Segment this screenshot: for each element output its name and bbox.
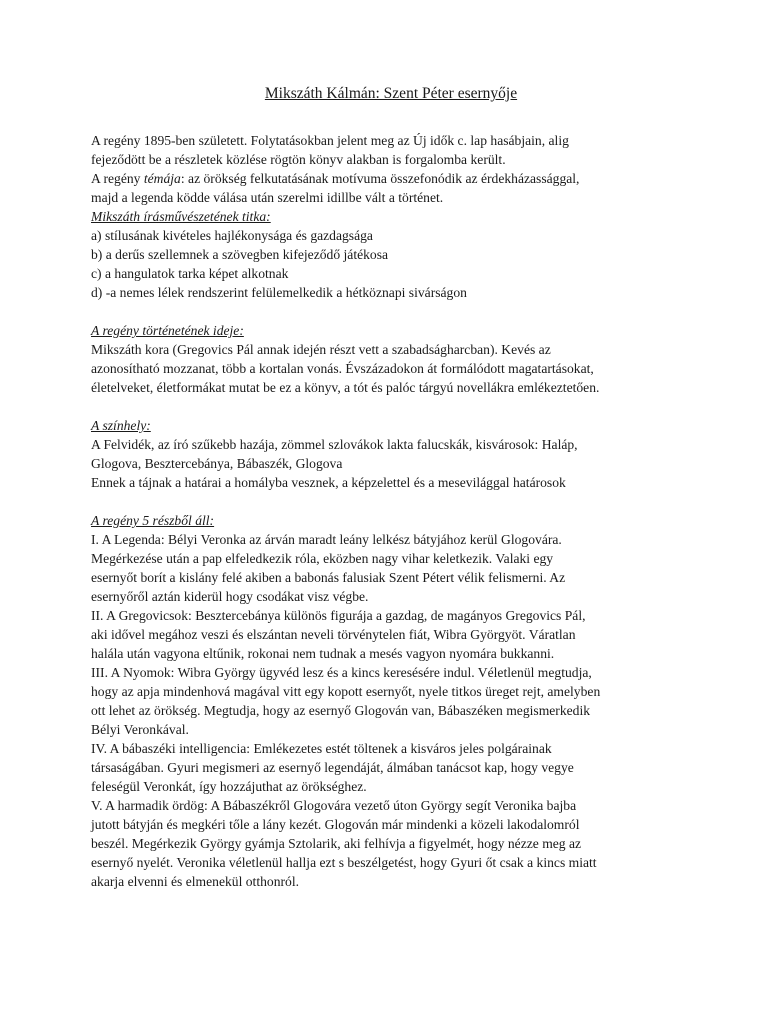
parts-line: beszél. Megérkezik György gyámja Sztolarik, aki felhívja a figyelmét, hogy nézze meg az xyxy=(91,836,582,851)
parts-line: aki idővel megához veszi és elszántan neveli törvénytelen fiát, Wibra Györgyöt. Váratlan xyxy=(91,627,576,642)
place-heading: A színhely: xyxy=(91,418,151,433)
document-title: Mikszáth Kálmán: Szent Péter esernyője xyxy=(264,85,518,102)
place-section xyxy=(91,416,691,492)
parts-line: társaságában. Gyuri megismeri az esernyő legendáját, álmában tanácsot kap, hogy vegye xyxy=(91,760,574,775)
art-item: d) -a nemes lélek rendszerint felülemelkedik a hétköznapi sivárságon xyxy=(91,285,467,300)
parts-line: Megérkezése után a pap elfeledkezik róla, eközben nagy vihar keletkezik. Valaki egy xyxy=(91,551,554,566)
parts-line: jutott bátyján és megkéri tőle a lány kezét. Glogován már mindenki a közeli lakodalomról xyxy=(91,817,580,832)
intro-line: fejeződött be a részletek közlése rögtön könyv alakban is forgalomba került. xyxy=(91,152,506,167)
section-gap xyxy=(91,492,691,511)
parts-line: I. A Legenda: Bélyi Veronka az árván maradt leány lelkész bátyjához kerül Glogovára. xyxy=(91,532,562,547)
parts-line: Bélyi Veronkával. xyxy=(91,722,189,737)
parts-heading: A regény 5 részből áll: xyxy=(91,513,215,528)
parts-line: esernyő nyelét. Veronika véletlenül hallja ezt s beszélgetést, hogy Gyuri őt csak a kincs miatt xyxy=(91,855,597,870)
time-line: azonosítható mozzanat, több a kortalan vonás. Évszázadokon át formálódott magatartásokat, xyxy=(91,361,594,376)
intro-theme-prefix: A regény xyxy=(91,171,144,186)
art-section xyxy=(91,207,691,302)
parts-line: II. A Gregovicsok: Besztercebánya különös figurája a gazdag, de magányos Gregovics Pál, xyxy=(91,608,586,623)
art-item: c) a hangulatok tarka képet alkotnak xyxy=(91,266,289,281)
intro-line: majd a legenda ködde válása után szerelmi idillbe vált a történet. xyxy=(91,190,444,205)
parts-line: IV. A bábaszéki intelligencia: Emlékezetes estét töltenek a kisváros jeles polgárainak xyxy=(91,741,552,756)
parts-line: V. A harmadik ördög: A Bábaszékről Glogovára vezető úton György segít Veronika bajba xyxy=(91,798,577,813)
time-section xyxy=(91,321,691,397)
place-line: A Felvidék, az író szűkebb hazája, zömmel szlovákok lakta falucskák, kisvárosok: Haláp, xyxy=(91,437,578,452)
intro-line-theme xyxy=(91,169,691,188)
parts-line: akarja elvenni és elmenekül otthonról. xyxy=(91,874,299,889)
parts-line: halála után vagyona eltűnik, rokonai nem tudnak a mesés vagyon nyomára bukkanni. xyxy=(91,646,555,661)
art-heading: Mikszáth írásművészetének titka: xyxy=(91,209,271,224)
place-line: Ennek a tájnak a határai a homályba vesznek, a képzelettel és a mesevilággal határosok xyxy=(91,475,566,490)
section-gap xyxy=(91,397,691,416)
parts-line: hogy az apja mindenhová magával vitt egy kopott esernyőt, nyele titkos üreget rejt, amelyben xyxy=(91,684,601,699)
place-line: Glogova, Besztercebánya, Bábaszék, Glogova xyxy=(91,456,343,471)
parts-section xyxy=(91,511,691,891)
parts-line: feleségül Veronkát, így hozzájuthat az örökséghez. xyxy=(91,779,367,794)
intro-paragraph xyxy=(91,131,691,207)
section-gap xyxy=(91,302,691,321)
document-page xyxy=(91,84,691,891)
intro-theme-word: témája xyxy=(143,171,181,186)
art-item: b) a derűs szellemnek a szövegben kifejeződő játékosa xyxy=(91,247,389,262)
intro-line: A regény 1895-ben született. Folytatásokban jelent meg az Új idők c. lap hasábjain, alig xyxy=(91,133,569,148)
time-heading: A regény történetének ideje: xyxy=(91,323,244,338)
time-line: életelveket, életformákat mutat be ez a könyv, a tót és palóc tárgyú novellákra emlékeztetően. xyxy=(91,380,600,395)
time-line: Mikszáth kora (Gregovics Pál annak idején részt vett a szabadságharcban). Kevés az xyxy=(91,342,551,357)
parts-line: III. A Nyomok: Wibra György ügyvéd lesz és a kincs keresésére indul. Véletlenül megtudja, xyxy=(91,665,592,680)
parts-line: esernyőről aztán kiderül hogy csodákat visz végbe. xyxy=(91,589,369,604)
parts-line: esernyőt borít a kislány felé akiben a babonás falusiak Szent Pétert vélik felismerni. Az xyxy=(91,570,566,585)
art-item: a) stílusának kivételes hajlékonysága és gazdagsága xyxy=(91,228,373,243)
parts-line: ott lehet az örökség. Megtudja, hogy az esernyő Glogován van, Bábaszéken megismerkedik xyxy=(91,703,591,718)
intro-theme-suffix: : az örökség felkutatásának motívuma összefonódik az érdekházassággal, xyxy=(180,171,580,186)
